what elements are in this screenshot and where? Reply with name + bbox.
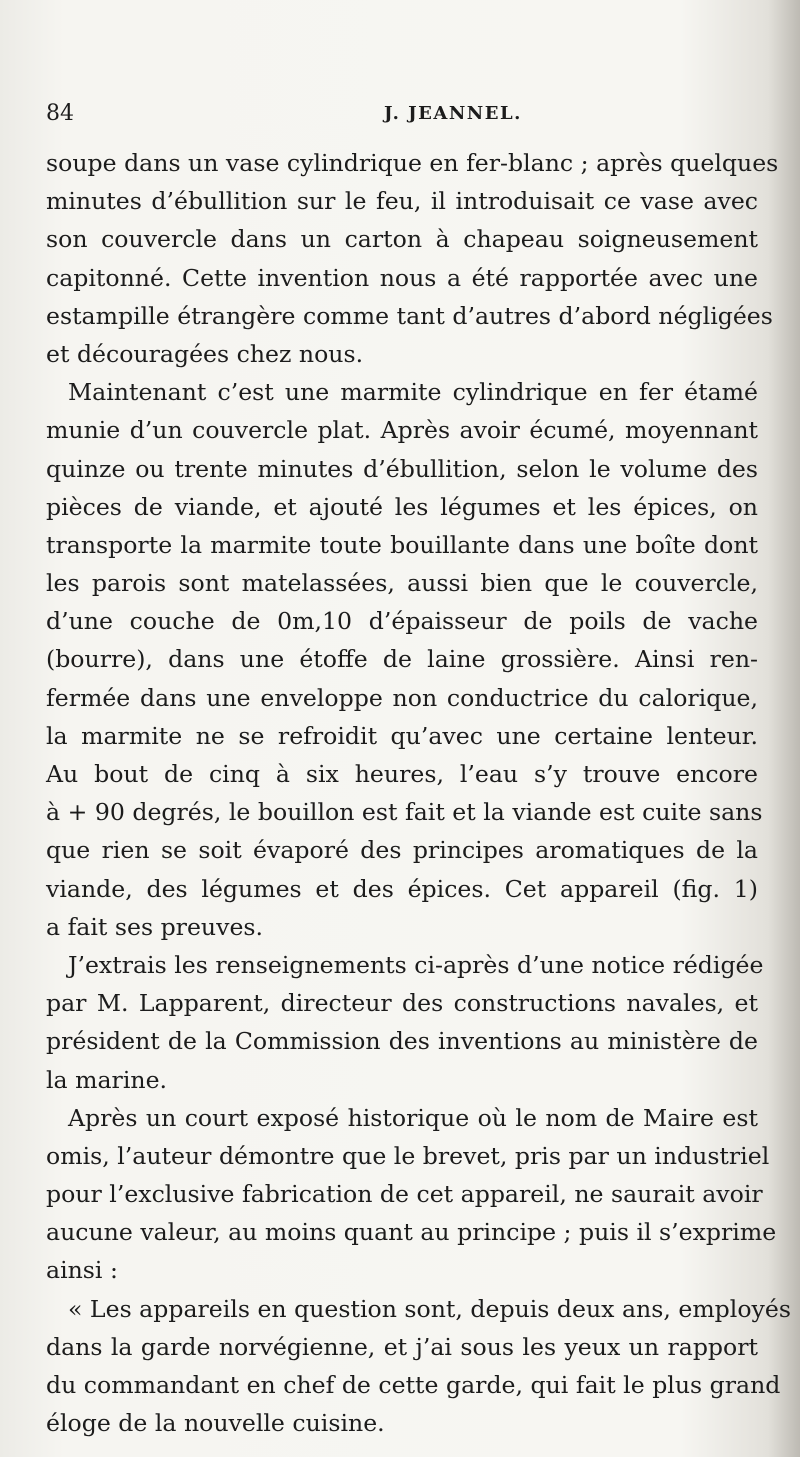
text-line: Au bout de cinq à six heures, l’eau s’y trouve encore (46, 760, 758, 788)
text-line: Après un court exposé historique où le nom de Maire est (68, 1103, 758, 1132)
text-line: les parois sont matelassées, aussi bien que le couvercle, (46, 569, 758, 598)
text-line: quinze ou trente minutes d’ébullition, selon le volume des (46, 454, 758, 483)
text-line: capitonné. Cette invention nous a été rapportée avec une (46, 263, 758, 292)
body-text (46, 144, 791, 1442)
text-line: transporte la marmite toute bouillante dans une boîte dont (46, 530, 758, 559)
page-number: 84 (46, 101, 74, 126)
text-line: soupe dans un vase cylindrique en fer-blanc ; après quelques (46, 149, 779, 177)
text-line: (bourre), dans une étoffe de laine grossière. Ainsi ren- (46, 645, 758, 674)
text-line: président de la Commission des inventions au ministère de (46, 1027, 758, 1056)
text-line: la marine. (46, 1065, 168, 1094)
text-line: a fait ses preuves. (46, 912, 264, 941)
running-head: J. JEANNEL. (384, 103, 522, 124)
text-line: et découragées chez nous. (46, 339, 364, 368)
text-line: du commandant en chef de cette garde, qui fait le plus grand (46, 1371, 781, 1399)
text-line: J’extrais les renseignements ci-après d’une notice rédigée (68, 950, 764, 979)
text-line: éloge de la nouvelle cuisine. (46, 1409, 385, 1438)
text-line: pièces de viande, et ajouté les légumes et les épices, on (46, 492, 758, 521)
text-line: par M. Lapparent, directeur des constructions navales, et (46, 989, 758, 1018)
text-line: « Les appareils en question sont, depuis deux ans, employés (68, 1294, 791, 1323)
text-line: munie d’un couvercle plat. Après avoir écumé, moyennant (46, 416, 758, 445)
text-line: estampille étrangère comme tant d’autres d’abord négligées (46, 301, 773, 330)
page-header (46, 98, 756, 130)
text-line: Maintenant c’est une marmite cylindrique en fer étamé (68, 378, 758, 407)
text-line: viande, des légumes et des épices. Cet appareil (fig. 1) (46, 874, 758, 903)
text-line: d’une couche de 0m,10 d’épaisseur de poils de vache (46, 607, 758, 636)
text-line: son couvercle dans un carton à chapeau soigneusement (46, 225, 758, 254)
text-line: pour l’exclusive fabrication de cet appareil, ne saurait avoir (46, 1180, 763, 1209)
text-line: aucune valeur, au moins quant au principe ; puis il s’exprime (46, 1218, 777, 1247)
text-line: ainsi : (46, 1256, 118, 1285)
text-line: que rien se soit évaporé des principes aromatiques de la (46, 836, 758, 865)
text-line: à + 90 degrés, le bouillon est fait et la viande est cuite sans (46, 798, 763, 827)
text-line: omis, l’auteur démontre que le brevet, pris par un industriel (46, 1141, 770, 1170)
text-line: fermée dans une enveloppe non conductrice du calorique, (46, 683, 758, 712)
text-line: la marmite ne se refroidit qu’avec une certaine lenteur. (46, 721, 758, 750)
text-line: minutes d’ébullition sur le feu, il introduisait ce vase avec (46, 187, 758, 216)
text-line: dans la garde norvégienne, et j’ai sous les yeux un rapport (46, 1332, 758, 1361)
